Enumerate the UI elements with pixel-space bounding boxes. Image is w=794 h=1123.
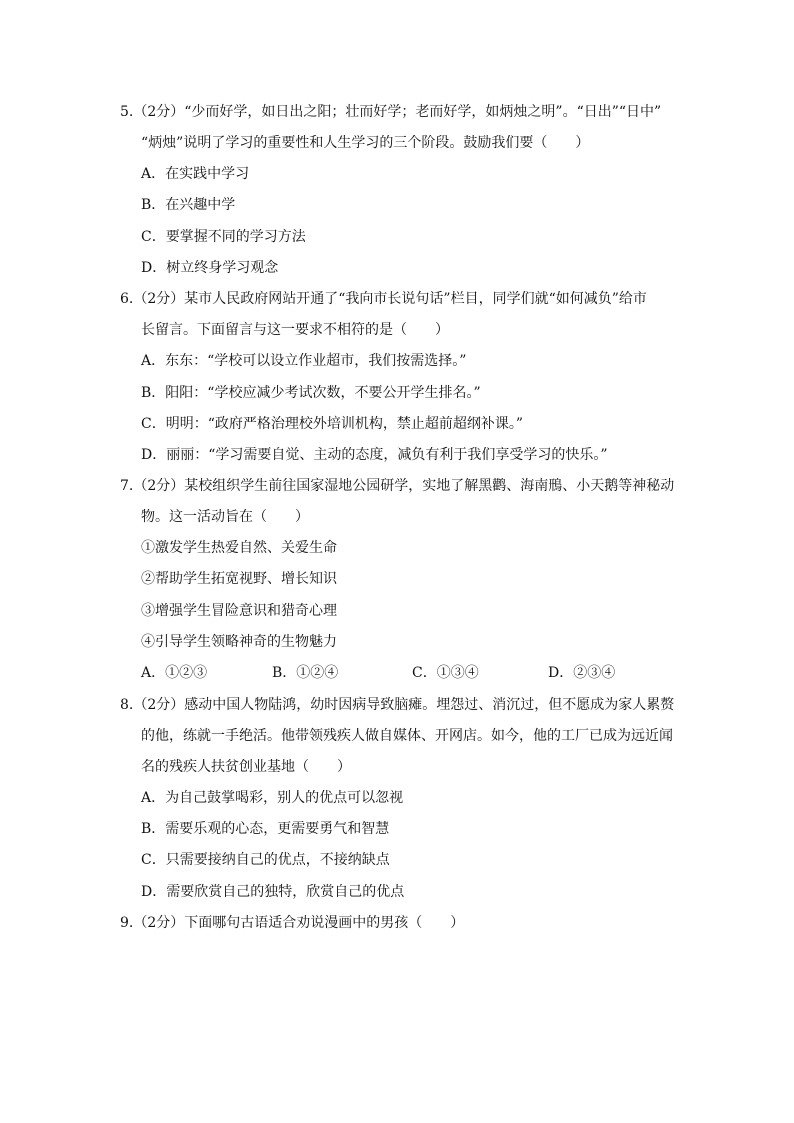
q7-option-d: D．②③④ <box>548 665 616 681</box>
q7-statement-3: ③增强学生冒险意识和猎奇心理 <box>141 603 337 619</box>
q5-option-b: B．在兴趣中学 <box>141 197 236 213</box>
q6-option-d: D．丽丽：“学习需要自觉、主动的态度，减负有利于我们享受学习的快乐。” <box>141 447 608 463</box>
q8-option-c: C．只需要接纳自己的优点，不接纳缺点 <box>141 852 390 868</box>
q7-statement-4: ④引导学生领略神奇的生物魅力 <box>141 634 337 650</box>
q6-option-b: B．阳阳：“学校应减少考试次数，不要公开学生排名。” <box>141 385 481 401</box>
q7-option-b: B．①②④ <box>272 665 339 681</box>
q5-option-a: A．在实践中学习 <box>141 166 250 182</box>
q8-option-a: A．为自己鼓掌喝彩，别人的优点可以忽视 <box>141 790 404 806</box>
q8-stem-line-2: 的他，练就一手绝活。他带领残疾人做自媒体、开网店。如今，他的工厂已成为远近闻 <box>141 728 673 744</box>
q6-stem-line-1: 6.（2分）某市人民政府网站开通了“我向市长说句话”栏目，同学们就“如何减负”给市 <box>120 291 647 307</box>
q8-option-b: B．需要乐观的心态，更需要勇气和智慧 <box>141 821 390 837</box>
q8-stem-line-1: 8.（2分）感动中国人物陆鸿，幼时因病导致脑瘫。埋怨过、消沉过，但不愿成为家人累赘 <box>120 697 675 713</box>
q6-stem-line-2: 长留言。下面留言与这一要求不相符的是（ ） <box>141 322 449 338</box>
q9-stem-line-1: 9.（2分）下面哪句古语适合劝说漫画中的男孩（ ） <box>120 915 465 931</box>
q7-option-c: C．①③④ <box>412 665 479 681</box>
q5-stem-line-1: 5.（2分）“少而好学，如日出之阳；壮而好学；老而好学，如炳烛之明”。“日出”“日中” <box>120 104 662 120</box>
q7-stem-line-1: 7.（2分）某校组织学生前往国家湿地公园研学，实地了解黑鹳、海南鳽、小天鹅等神秘动 <box>120 478 675 494</box>
q6-option-c: C．明明：“政府严格治理校外培训机构，禁止超前超纲补课。” <box>141 416 524 432</box>
q7-statement-2: ②帮助学生拓宽视野、增长知识 <box>141 571 337 587</box>
q6-option-a: A．东东：“学校可以设立作业超市，我们按需选择。” <box>141 353 467 369</box>
q8-stem-line-3: 名的残疾人扶贫创业基地（ ） <box>141 759 351 775</box>
q8-option-d: D．需要欣赏自己的独特，欣赏自己的优点 <box>141 884 405 900</box>
q7-stem-line-2: 物。这一活动旨在（ ） <box>141 509 309 525</box>
q7-statement-1: ①激发学生热爱自然、关爱生命 <box>141 540 337 556</box>
q5-stem-line-2: “炳烛”说明了学习的重要性和人生学习的三个阶段。鼓励我们要（ ） <box>141 135 590 151</box>
q5-option-d: D．树立终身学习观念 <box>141 260 279 276</box>
q5-option-c: C．要掌握不同的学习方法 <box>141 229 306 245</box>
q7-option-a: A．①②③ <box>141 665 208 681</box>
